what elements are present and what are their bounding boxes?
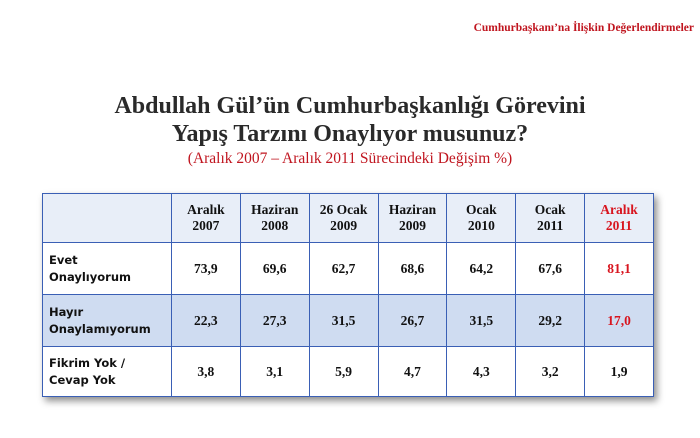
column-header: [447, 194, 516, 243]
column-header-line: 2010: [467, 218, 495, 233]
table-row-no: [43, 295, 654, 347]
title-line-1: Abdullah Gül’ün Cumhurbaşkanlığı Görevini: [114, 93, 586, 119]
row-label-line: Onaylıyorum: [49, 269, 131, 284]
table-cell: 62,7: [309, 243, 378, 295]
table-cell: 3,2: [516, 347, 585, 397]
title-line-2: Yapış Tarzını Onaylıyor musunuz?: [171, 121, 529, 147]
table-cell: 69,6: [240, 243, 309, 295]
row-label: [43, 295, 172, 347]
table-cell: 3,1: [240, 347, 309, 397]
column-header-line: 26 Ocak: [319, 202, 368, 217]
table-cell-latest: 81,1: [585, 243, 654, 295]
column-header-line: Haziran: [251, 202, 299, 217]
table-cell: 3,8: [171, 347, 240, 397]
column-header-line: 2008: [261, 218, 289, 233]
column-header-line: Aralık: [600, 202, 638, 217]
table-cell: 31,5: [309, 295, 378, 347]
table-cell-latest: 17,0: [585, 295, 654, 347]
table-cell: 22,3: [171, 295, 240, 347]
subtitle: (Aralık 2007 – Aralık 2011 Sürecindeki Değişim %): [187, 150, 513, 167]
table-cell: 73,9: [171, 243, 240, 295]
row-label: [43, 347, 172, 397]
table-cell: 4,3: [447, 347, 516, 397]
column-header-line: Ocak: [534, 202, 566, 217]
table-cell: 29,2: [516, 295, 585, 347]
column-header: [516, 194, 585, 243]
table-cell: 26,7: [378, 295, 447, 347]
table-cell: 67,6: [516, 243, 585, 295]
column-header: [309, 194, 378, 243]
section-header-label: Cumhurbaşkanı’na İlişkin Değerlendirmeler: [473, 22, 694, 34]
table-cell: 27,3: [240, 295, 309, 347]
row-label-line: Onaylamıyorum: [49, 321, 151, 336]
header-corner-cell: [43, 194, 172, 243]
table-cell: 64,2: [447, 243, 516, 295]
column-header-latest: [585, 194, 654, 243]
table-row-no-opinion: [43, 347, 654, 397]
table-header-row: [43, 194, 654, 243]
title-block: [0, 92, 700, 170]
approval-table: [42, 193, 654, 397]
approval-table-container: [42, 193, 654, 397]
table-cell: 68,6: [378, 243, 447, 295]
column-header-line: Ocak: [465, 202, 497, 217]
row-label-line: Evet: [49, 252, 78, 267]
column-header: [240, 194, 309, 243]
table-cell: 31,5: [447, 295, 516, 347]
column-header: [378, 194, 447, 243]
column-header-line: 2007: [192, 218, 220, 233]
table-cell-latest: 1,9: [585, 347, 654, 397]
column-header-line: 2009: [330, 218, 358, 233]
table-cell: 4,7: [378, 347, 447, 397]
column-header-line: 2011: [605, 218, 633, 233]
table-row-yes: [43, 243, 654, 295]
row-label: [43, 243, 172, 295]
row-label-line: Hayır: [49, 304, 84, 319]
column-header-line: Aralık: [187, 202, 225, 217]
column-header: [171, 194, 240, 243]
column-header-line: Haziran: [388, 202, 437, 217]
table-cell: 5,9: [309, 347, 378, 397]
row-label-line: Cevap Yok: [49, 372, 116, 387]
column-header-line: 2011: [537, 218, 564, 233]
column-header-line: 2009: [398, 218, 426, 233]
row-label-line: Fikrim Yok /: [49, 355, 126, 370]
